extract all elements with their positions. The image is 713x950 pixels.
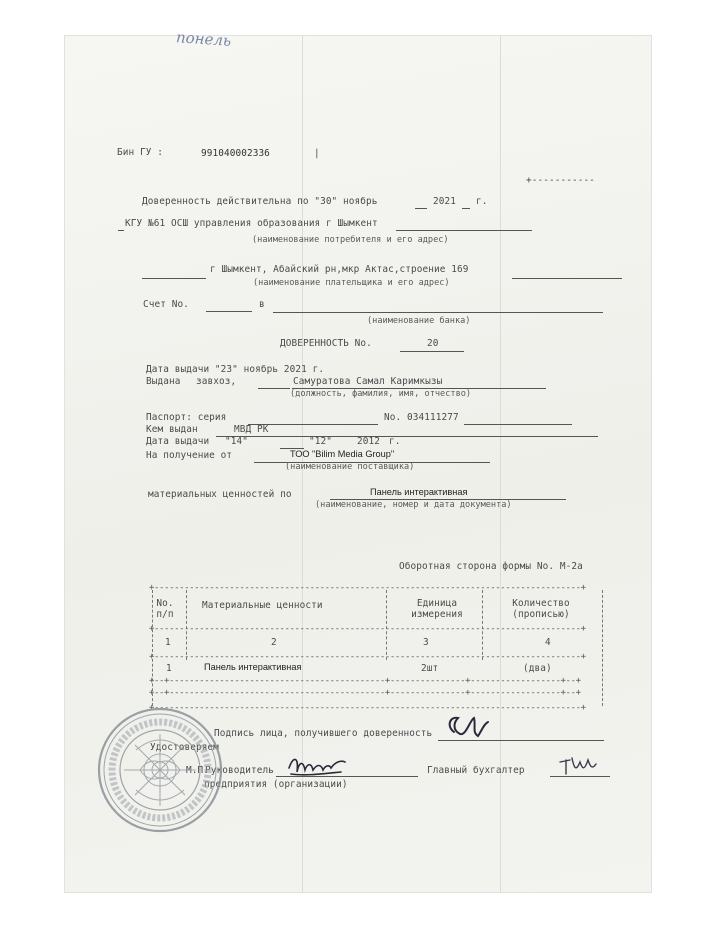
account-in-label: в: [259, 299, 265, 310]
row-qty: (два): [523, 663, 552, 674]
col-number: 4: [545, 637, 551, 648]
issue-date: Дата выдачи "23" ноябрь 2021 г.: [146, 364, 325, 375]
account-label: Счет No.: [143, 299, 189, 310]
passport-date-label: Дата выдачи: [146, 436, 210, 447]
payer-caption: (наименование плательщика и его адрес): [253, 278, 450, 288]
issued-to-position: завхоз,: [196, 376, 237, 387]
th-item: Материальные ценности: [202, 600, 323, 611]
issued-to-label: Выдана: [146, 376, 181, 387]
consumer-caption: (наименование потребителя и его адрес): [252, 235, 449, 245]
account-caption: (наименование банка): [367, 316, 471, 326]
validity-year: 2021: [433, 196, 456, 207]
passport-no-label: No.: [384, 412, 402, 423]
values-caption: (наименование, номер и дата документа): [315, 500, 512, 510]
passport-date-day: "14": [225, 436, 248, 447]
payer-text: г Шымкент, Абайский рн,мкр Актас,строение 169: [210, 264, 469, 275]
round-seal-icon: [96, 706, 224, 834]
head-label: Руководитель: [205, 765, 274, 776]
recipient-signature: [444, 712, 490, 742]
issued-by-label: Кем выдан: [146, 424, 198, 435]
reverse-side-label: Оборотная сторона формы No. М-2а: [399, 561, 583, 572]
issued-by-value: МВД РК: [234, 424, 269, 435]
certify-label: Удостоверяем: [150, 742, 219, 753]
passport-number: 034111277: [407, 412, 459, 423]
handwritten-note: понель: [175, 28, 232, 50]
corner-mark: +-----------: [526, 175, 595, 186]
poa-number: 20: [427, 338, 439, 349]
values-label: материальных ценностей по: [148, 489, 292, 500]
row-unit: 2шт: [421, 663, 439, 674]
th-no: No. п/п: [156, 598, 174, 620]
passport-date-year: 2012: [357, 436, 380, 447]
accountant-label: Главный бухгалтер: [427, 765, 525, 776]
row-no: 1: [166, 663, 172, 674]
head-sub-label: предприятия (организации): [204, 779, 348, 790]
poa-title: ДОВЕРЕННОСТЬ No.: [280, 338, 372, 349]
recipient-signature-label: Подпись лица, получившего доверенность: [214, 728, 433, 739]
col-number: 3: [423, 637, 429, 648]
bin-value: 991040002336: [201, 148, 270, 159]
col-number: 1: [165, 637, 171, 648]
accountant-signature: [556, 752, 602, 778]
passport-date-month: "12": [309, 436, 332, 447]
bin-label: Бин ГУ :: [117, 147, 163, 158]
th-unit: Единица измерения: [411, 598, 463, 620]
supplier-label: На получение от: [146, 450, 233, 461]
stamp-mark: М.П.: [186, 765, 209, 776]
values-document: Панель интерактивная: [370, 487, 468, 497]
row-item: Панель интерактивная: [204, 662, 302, 672]
supplier-caption: (наименование поставщика): [285, 462, 415, 472]
head-signature: [285, 752, 347, 780]
issued-to-name: Самуратова Самал Каримкызы: [293, 376, 443, 387]
passport-series-label: Паспорт: серия: [146, 412, 227, 423]
validity-text: Доверенность действительна по "30" ноябрь: [142, 196, 378, 207]
th-qty: Количество (прописью): [512, 598, 570, 620]
consumer-text: КГУ №61 ОСШ управления образования г Шымкент: [125, 218, 378, 229]
issue-caption: (должность, фамилия, имя, отчество): [290, 389, 472, 399]
supplier-name: ТОО "Bilim Media Group": [290, 449, 395, 459]
validity-suffix: г.: [476, 196, 488, 207]
passport-date-suffix: г.: [389, 436, 401, 447]
col-number: 2: [271, 637, 277, 648]
